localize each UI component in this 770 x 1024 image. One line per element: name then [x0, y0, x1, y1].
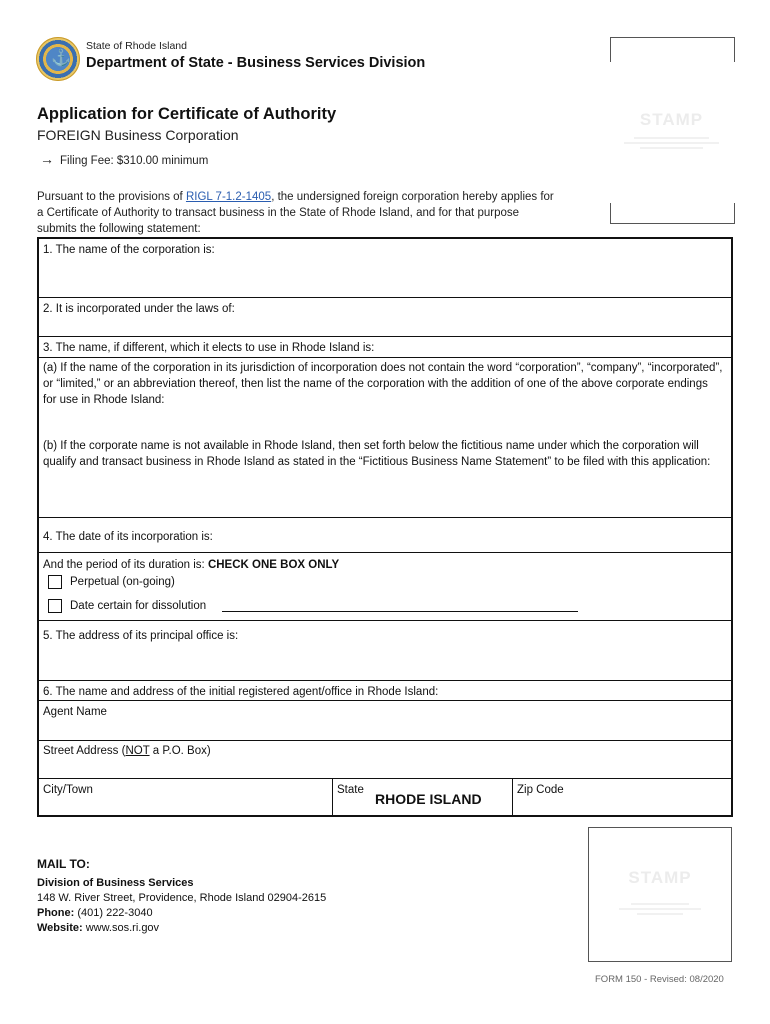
form-number: FORM 150 - Revised: 08/2020: [595, 974, 724, 985]
question-6-label: 6. The name and address of the initial registered agent/office in Rhode Island:: [43, 686, 439, 698]
form-title: Application for Certificate of Authority: [37, 105, 337, 123]
street-address-field[interactable]: [39, 759, 731, 777]
department-name: Department of State - Business Services Division: [86, 55, 426, 71]
agent-name-field[interactable]: [39, 720, 731, 738]
phone-number: (401) 222-3040: [74, 907, 153, 919]
question-1-label: 1. The name of the corporation is:: [43, 244, 215, 256]
question-3a-text: (a) If the name of the corporation in its jurisdiction of incorporation does not contain the word “corporation”, “company”, “incorporated”, or “limited,” or an abbreviation thereof, then list the name of the corporation with the addition of one of the above corporate endings for use in Rhode Island:: [43, 362, 723, 406]
fictitious-name-field[interactable]: [39, 488, 731, 516]
zip-label: Zip Code: [517, 784, 564, 796]
phone-label: Phone:: [37, 907, 75, 919]
stamp-fine-print: [624, 134, 719, 152]
phone-line: [37, 906, 326, 921]
date-certain-checkbox[interactable]: [48, 599, 62, 613]
filing-fee: [40, 151, 208, 167]
question-3b-text: (b) If the corporate name is not available in Rhode Island, then set forth below the fictitious name under which the corporation will qualify and transact business in Rhode Island as stated in the “Fictitious Business Name Statement” to be filed with this application:: [43, 440, 711, 468]
arrow-right-icon: →: [40, 151, 54, 167]
street-address-label: [43, 743, 211, 759]
rigl-link[interactable]: RIGL 7-1.2-1405: [185, 191, 272, 203]
dissolution-date-field[interactable]: [222, 598, 578, 612]
perpetual-label: Perpetual (on-going): [70, 576, 175, 588]
corporate-ending-name-field[interactable]: [39, 410, 731, 436]
mail-to-block: [37, 857, 326, 936]
website-url[interactable]: www.sos.ri.gov: [82, 922, 160, 934]
division-name: Division of Business Services: [37, 877, 194, 889]
date-certain-label: Date certain for dissolution: [70, 600, 207, 612]
duration-label: [43, 557, 339, 573]
question-5-label: 5. The address of its principal office is:: [43, 630, 239, 642]
perpetual-checkbox[interactable]: [48, 575, 62, 589]
street-suffix: a P.O. Box): [149, 745, 211, 757]
duration-prefix: And the period of its duration is:: [43, 559, 208, 571]
state-value: RHODE ISLAND: [375, 791, 482, 807]
stamp-box-lower: [588, 827, 732, 962]
question-3-label: 3. The name, if different, which it elects to use in Rhode Island is:: [43, 342, 375, 354]
principal-office-field[interactable]: [39, 645, 731, 678]
mailing-address: 148 W. River Street, Providence, Rhode Island 02904-2615: [37, 892, 327, 904]
website-label: Website:: [37, 922, 83, 934]
corporation-name-field[interactable]: [39, 258, 731, 296]
question-2-label: 2. It is incorporated under the laws of:: [43, 303, 235, 315]
incorporation-laws-field[interactable]: [39, 317, 731, 335]
stamp-watermark: STAMP: [639, 110, 704, 129]
street-not: NOT: [125, 745, 150, 757]
intro-text-start: Pursuant to the provisions of: [37, 191, 186, 203]
intro-paragraph: [37, 189, 557, 237]
street-prefix: Street Address (: [43, 745, 126, 757]
state-seal: [36, 37, 80, 81]
state-name: State of Rhode Island: [86, 40, 187, 52]
stamp-fine-print-lower: [619, 900, 701, 918]
city-field[interactable]: [39, 798, 329, 815]
agent-name-label: Agent Name: [43, 706, 107, 718]
intro-text-end: , the undersigned foreign corporation hereby applies for a Certificate of Authority to transact business in the State of Rhode Island, and for that purpose submits the following statement:: [37, 191, 554, 235]
stamp-watermark-lower: STAMP: [628, 868, 692, 887]
city-label: City/Town: [43, 784, 93, 796]
stamp-box-bottom: [610, 203, 735, 224]
mail-to-heading: MAIL TO:: [37, 857, 90, 871]
question-4-label: 4. The date of its incorporation is:: [43, 531, 213, 543]
check-one-box-only: CHECK ONE BOX ONLY: [207, 559, 340, 571]
website-line: [37, 921, 326, 936]
zip-field[interactable]: [517, 798, 729, 815]
form-subtitle: FOREIGN Business Corporation: [37, 127, 239, 143]
filing-fee-text: Filing Fee: $310.00 minimum: [60, 155, 209, 167]
anchor-icon: ⚓: [51, 50, 71, 67]
stamp-box-top: [610, 37, 735, 62]
state-label: State: [337, 784, 364, 796]
